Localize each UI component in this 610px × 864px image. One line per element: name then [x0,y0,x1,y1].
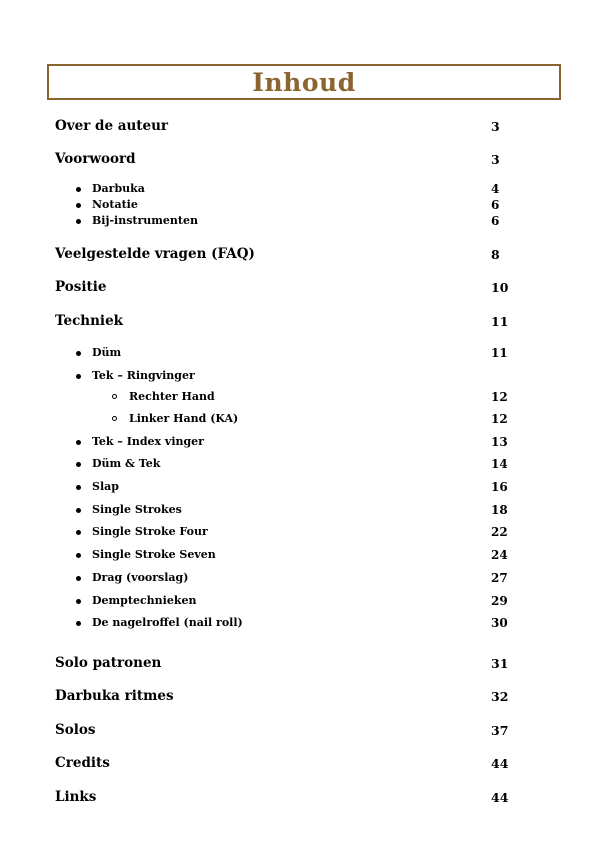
toc-page-linker-hand: 12 [491,412,508,426]
toc-page-voorwoord: 3 [491,152,500,167]
toc-page-rechter-hand: 12 [491,390,508,404]
toc-entry-single-stroke-seven[interactable]: Single Stroke Seven [92,548,216,561]
toc-page-dum-tek: 14 [491,457,508,471]
toc-page-darbuka: 4 [491,182,500,196]
toc-entry-bij-instrumenten[interactable]: Bij-instrumenten [92,214,198,227]
bullet-icon [76,508,81,513]
toc-entry-nagelroffel[interactable]: De nagelroffel (nail roll) [92,616,243,629]
toc-entry-demptechnieken[interactable]: Demptechnieken [92,594,197,607]
toc-page-solo-patronen: 31 [491,656,509,671]
toc-page-nagelroffel: 30 [491,616,508,630]
bullet-icon [76,203,81,208]
toc-entry-voorwoord[interactable]: Voorwoord [55,151,136,167]
toc-page-positie: 10 [491,280,509,295]
circle-bullet-icon [112,394,117,399]
toc-page-slap: 16 [491,480,508,494]
toc-page-faq: 8 [491,247,500,262]
toc-page-drag: 27 [491,571,508,585]
bullet-icon [76,462,81,467]
toc-entry-darbuka[interactable]: Darbuka [92,182,145,195]
toc-page-demptechnieken: 29 [491,594,508,608]
toc-page-links: 44 [491,790,509,805]
toc-page-bij-instrumenten: 6 [491,214,500,228]
bullet-icon [76,351,81,356]
toc-entry-faq[interactable]: Veelgestelde vragen (FAQ) [55,246,255,262]
toc-page-single-stroke-four: 22 [491,525,508,539]
toc-entry-solo-patronen[interactable]: Solo patronen [55,655,162,671]
toc-entry-darbuka-ritmes[interactable]: Darbuka ritmes [55,688,174,704]
bullet-icon [76,219,81,224]
toc-page-tek-index-vinger: 13 [491,435,508,449]
bullet-icon [76,374,81,379]
toc-page-credits: 44 [491,756,509,771]
toc-page-dum: 11 [491,346,508,360]
toc-entry-tek-index-vinger[interactable]: Tek – Index vinger [92,435,204,448]
bullet-icon [76,576,81,581]
toc-entry-linker-hand[interactable]: Linker Hand (KA) [129,412,239,425]
toc-entry-techniek[interactable]: Techniek [55,313,124,329]
title-box [47,64,561,100]
bullet-icon [76,440,81,445]
bullet-icon [76,599,81,604]
toc-entry-links[interactable]: Links [55,789,97,805]
toc-page-darbuka-ritmes: 32 [491,689,509,704]
bullet-icon [76,187,81,192]
toc-entry-dum[interactable]: Düm [92,346,122,359]
toc-entry-rechter-hand[interactable]: Rechter Hand [129,390,215,403]
circle-bullet-icon [112,416,117,421]
toc-page-single-stroke-seven: 24 [491,548,508,562]
toc-page-techniek: 11 [491,314,509,329]
toc-entry-over-de-auteur[interactable]: Over de auteur [55,118,169,134]
bullet-icon [76,530,81,535]
toc-entry-tek-ringvinger[interactable]: Tek – Ringvinger [92,369,195,382]
toc-entry-credits[interactable]: Credits [55,755,110,771]
toc-entry-drag[interactable]: Drag (voorslag) [92,571,189,584]
toc-entry-positie[interactable]: Positie [55,279,107,295]
bullet-icon [76,621,81,626]
bullet-icon [76,485,81,490]
toc-entry-solos[interactable]: Solos [55,722,96,738]
toc-entry-notatie[interactable]: Notatie [92,198,138,211]
toc-page-single-strokes: 18 [491,503,508,517]
toc-entry-slap[interactable]: Slap [92,480,119,493]
toc-entry-single-stroke-four[interactable]: Single Stroke Four [92,525,208,538]
toc-page-over-de-auteur: 3 [491,119,500,134]
page-title: Inhoud [252,67,356,97]
bullet-icon [76,553,81,558]
toc-page-notatie: 6 [491,198,500,212]
toc-entry-dum-tek[interactable]: Düm & Tek [92,457,161,470]
toc-entry-single-strokes[interactable]: Single Strokes [92,503,182,516]
toc-page-solos: 37 [491,723,509,738]
